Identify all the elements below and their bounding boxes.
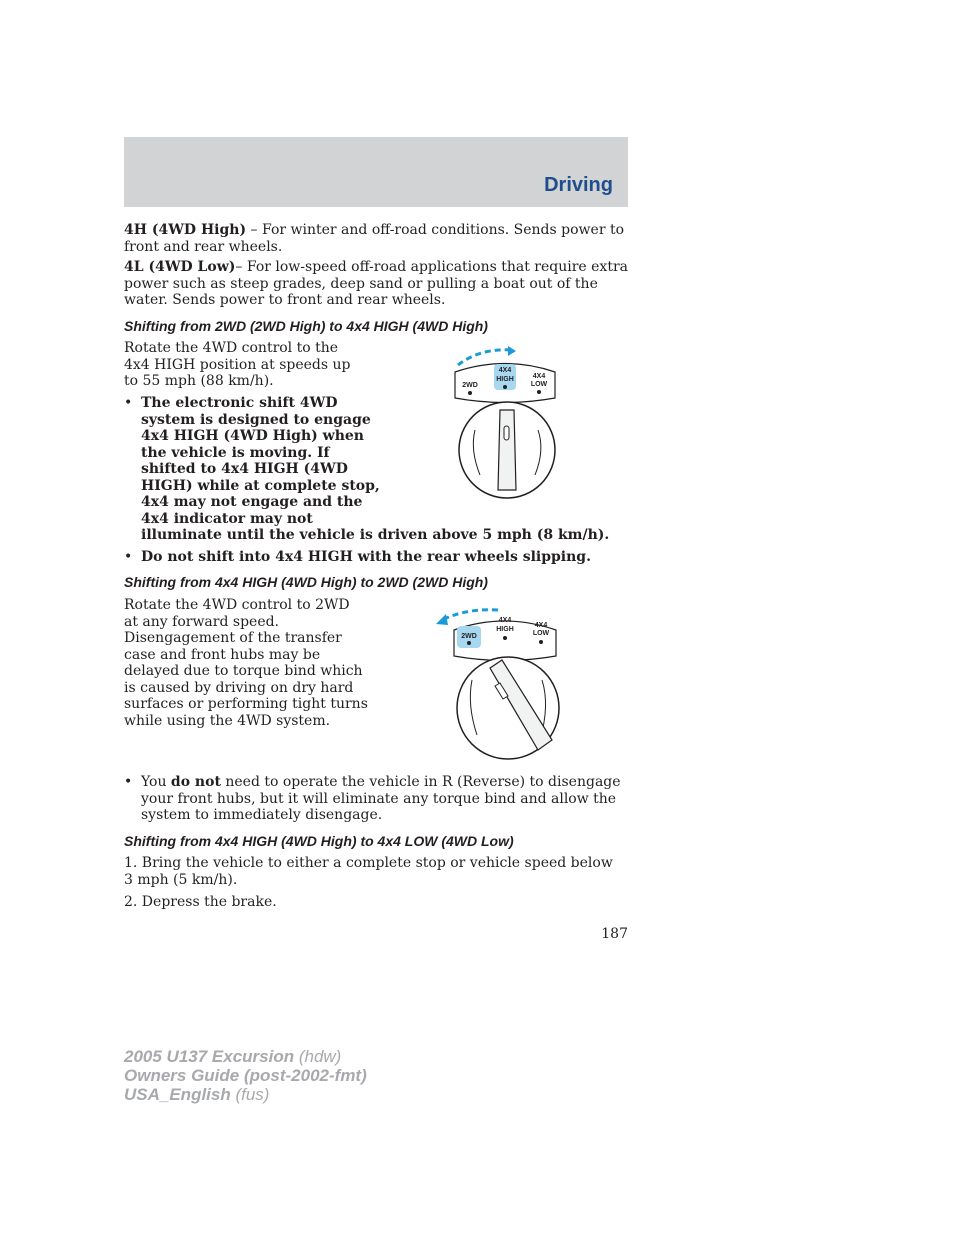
heading-4x4-high-to-2wd: Shifting from 4x4 HIGH (4WD High) to 2WD (2WD High) bbox=[124, 574, 488, 590]
step-2: 2. Depress the brake. bbox=[124, 894, 277, 910]
indicator-dot bbox=[503, 385, 507, 389]
term-4h: 4H (4WD High) bbox=[124, 222, 247, 238]
label-high: HIGH bbox=[496, 626, 514, 633]
bullet-dot: • bbox=[124, 395, 133, 411]
label-2wd: 2WD bbox=[461, 633, 477, 640]
desc-4l: – For low-speed off-road applications that require extra power such as steep grades, deep sand or pulling a boat out of the water. Sends power to front and rear wheels. bbox=[124, 259, 628, 308]
indicator-dot bbox=[537, 390, 541, 394]
intro-4l bbox=[124, 259, 630, 309]
label-low: LOW bbox=[532, 630, 550, 637]
section2-body: Rotate the 4WD control to 2WD at any forward speed. Disengagement of the transfer case and front hubs may be delayed due to torque bind which is caused by driving on dry hard surfaces or performing tight turns while using the 4WD system. bbox=[124, 597, 368, 729]
section-title: Driving bbox=[544, 174, 613, 196]
step-1: 1. Bring the vehicle to either a complete stop or vehicle speed below 3 mph (5 km/h). bbox=[124, 855, 613, 888]
indicator-dot bbox=[539, 640, 543, 644]
indicator-dot bbox=[468, 391, 472, 395]
desc-4h: – For winter and off-road conditions. Sends power to front and rear wheels. bbox=[124, 222, 625, 255]
4wd-control-dial-4x4-high-figure bbox=[450, 340, 560, 510]
heading-4x4-high-to-4x4-low: Shifting from 4x4 HIGH (4WD High) to 4x4 LOW (4WD Low) bbox=[124, 833, 514, 849]
term-4l: 4L (4WD Low) bbox=[124, 259, 236, 275]
arrow-head-icon bbox=[436, 614, 448, 625]
indicator-dot bbox=[503, 636, 507, 640]
label-4x4-low-top: 4X4 bbox=[532, 373, 546, 380]
4wd-control-dial-2wd-figure bbox=[432, 600, 562, 765]
knob-pointer bbox=[504, 426, 509, 440]
indicator-dot bbox=[467, 641, 471, 645]
arrow-icon bbox=[442, 610, 498, 620]
arrow-head-icon bbox=[508, 346, 516, 356]
header-band bbox=[124, 137, 628, 207]
label-low: LOW bbox=[530, 381, 548, 388]
knob-grip bbox=[498, 410, 516, 490]
intro-4h bbox=[124, 222, 630, 255]
bullet-dot: • bbox=[124, 549, 133, 565]
label-2wd: 2WD bbox=[462, 382, 478, 389]
document-footer: 2005 U137 Excursion (hdw) Owners Guide (post-2002-fmt) USA_English (fus) bbox=[124, 1047, 367, 1104]
heading-2wd-to-4x4-high: Shifting from 2WD (2WD High) to 4x4 HIGH (4WD High) bbox=[124, 318, 488, 334]
arrow-icon bbox=[458, 350, 512, 365]
label-4x4-high-top: 4X4 bbox=[498, 617, 512, 624]
label-4x4-low-top: 4X4 bbox=[534, 622, 548, 629]
section1-body: Rotate the 4WD control to the 4x4 HIGH position at speeds up to 55 mph (88 km/h). bbox=[124, 340, 351, 389]
label-high: HIGH bbox=[496, 376, 514, 383]
bullet-dot: • bbox=[124, 774, 133, 790]
label-4x4-high-top: 4X4 bbox=[498, 367, 512, 374]
page-number: 187 bbox=[601, 926, 628, 942]
